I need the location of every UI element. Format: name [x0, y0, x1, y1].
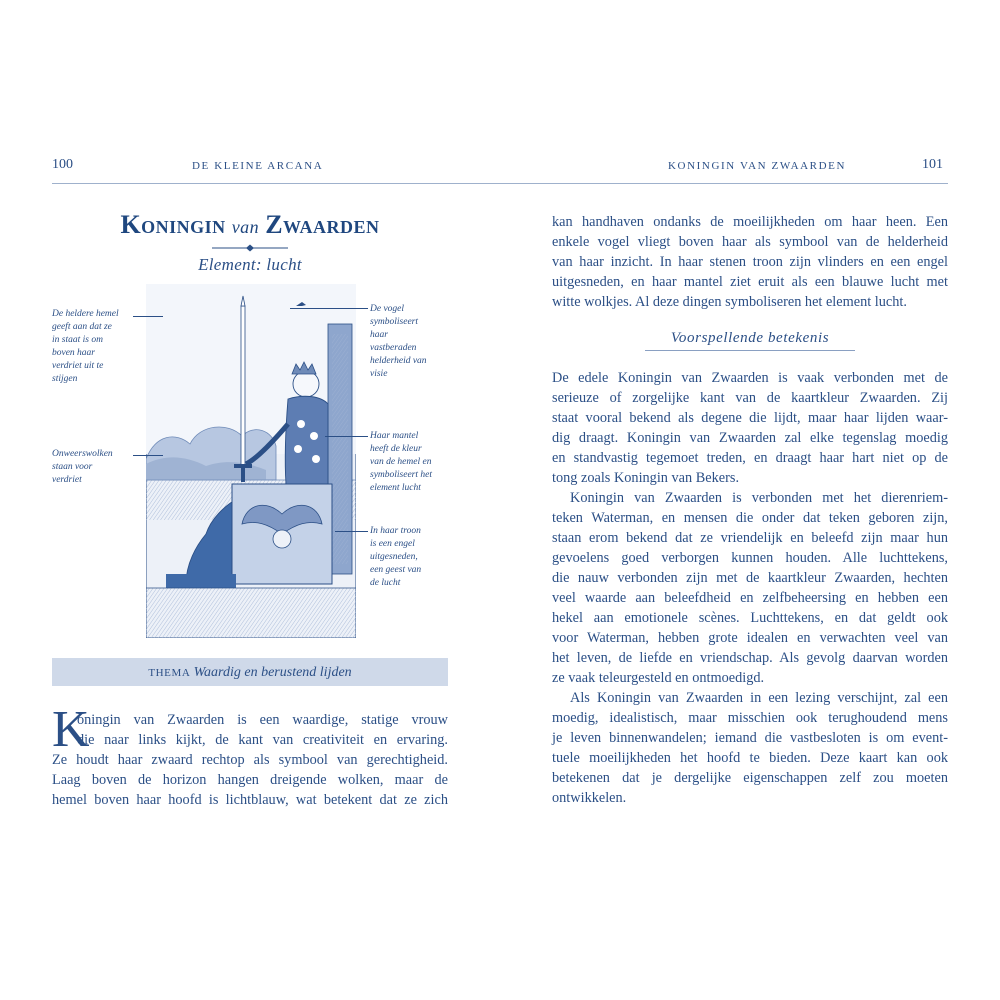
annotation-line: De heldere hemel [52, 309, 119, 319]
annotation-line: vastberaden [370, 343, 417, 353]
annotation-line: uitgesneden, [370, 552, 418, 562]
annotation-storm-clouds [52, 448, 132, 487]
header-rule [52, 183, 948, 184]
body-line: je leven binnenwandelen; iemand die vastbesloten is om event- [552, 730, 948, 746]
annotation-throne-angel [370, 525, 450, 590]
annotation-line: boven haar [52, 348, 96, 358]
body-line: tong zoals Koningin van Bekers. [552, 470, 740, 486]
right-paragraph-3 [552, 688, 948, 808]
annotation-line: Haar mantel [370, 431, 419, 441]
annotation-bird [370, 303, 450, 381]
section-subheading: Voorspellende betekenis [670, 330, 830, 346]
annotation-line: in staat is om [52, 335, 103, 345]
element-line: Element: lucht [198, 255, 302, 274]
body-line: teken Waterman, en mensen die onder dat teken geboren zijn, [552, 510, 948, 526]
leader-line-throne-angel [335, 531, 368, 532]
body-line: witte wolkjes. Al deze dingen symboliseren het element lucht. [552, 294, 907, 310]
title-ornament [212, 244, 288, 252]
body-line: gevoelens goed verborgen kunnen houden. Alle luchttekens, [552, 550, 948, 566]
body-line: De edele Koningin van Zwaarden is vaak verbonden met de [552, 370, 948, 386]
annotation-line: element lucht [370, 483, 421, 493]
body-line: van haar inzicht. In haar stenen troon zijn vlinders en een engel [552, 254, 948, 270]
annotation-line: symboliseert het [370, 470, 433, 480]
card-title [52, 210, 448, 240]
tarot-card-illustration [146, 284, 356, 638]
body-line: hekel aan emotionele scènes. Luchttekens, en dat geldt ook [552, 610, 948, 626]
right-paragraph-2 [552, 488, 948, 688]
body-line: die naar links kijkt, de kant van creativiteit en ervaring. [77, 732, 448, 748]
body-line: dig draagt. Koningin van Zwaarden zal elke tegenslag moedig [552, 430, 948, 446]
annotation-line: verdriet [52, 475, 82, 485]
leader-line-clear-sky [133, 316, 163, 317]
body-line: staan erom bekend dat ze vriendelijk en beleefd zijn maar hun [552, 530, 948, 546]
body-line: voor Waterman, hebben grote idealen en verwachten veel van [552, 630, 948, 646]
annotation-line: van de hemel en [370, 457, 432, 467]
annotation-line: De vogel [370, 304, 405, 314]
leader-line-bird [290, 308, 368, 309]
body-line: oningin van Zwaarden is een waardige, statige vrouw [77, 712, 448, 728]
body-line: hemel boven haar hoofd is lichtblauw, wat betekent dat ze zich [52, 792, 448, 808]
body-line: Koningin van Zwaarden is verbonden met het dierenriem- [570, 490, 948, 506]
body-line: enkele vogel vliegt boven haar als symbool van de helderheid [552, 234, 948, 250]
leader-line-storm-clouds [133, 455, 163, 456]
body-line: betekenen dat je dergelijke eigenschappen zelf zou moeten [552, 770, 948, 786]
annotation-clear-sky [52, 308, 132, 386]
right-running-head: KONINGIN VAN ZWAARDEN [668, 160, 847, 172]
annotation-line: stijgen [52, 374, 78, 384]
annotation-line: Onweerswolken [52, 449, 113, 459]
thema-label: THEMA [148, 667, 191, 679]
body-line: moedig, idealistisch, maar misschien ook terughoudend mens [552, 710, 948, 726]
annotation-line: In haar troon [370, 526, 421, 536]
annotation-line: helderheid van [370, 356, 427, 366]
left-page-number: 100 [52, 157, 73, 172]
annotation-mantle [370, 430, 450, 495]
leader-line-mantle [325, 436, 368, 437]
annotation-line: haar [370, 330, 388, 340]
body-line: veel waarde aan beleefdheid en zelfbeheersing en hebben een [552, 590, 948, 606]
right-intro-paragraph [552, 212, 948, 312]
body-line: Laag boven de horizon hangen dreigende wolken, maar de [52, 772, 448, 788]
title-connector: van [231, 217, 260, 237]
right-page-number: 101 [922, 157, 943, 172]
body-line: uitgesneden, en haar mantel ziet eruit als een blauwe lucht met [552, 274, 948, 290]
annotation-line: visie [370, 369, 388, 379]
body-line: en standvastig tegemoet treden, en draagt haar hart niet op de [552, 450, 948, 466]
left-running-head: DE KLEINE ARCANA [192, 160, 324, 172]
subheading-rule [645, 350, 855, 351]
body-line: ontwikkelen. [552, 790, 627, 806]
annotation-line: geeft aan dat ze [52, 322, 112, 332]
body-line: ze vaak teleurgesteld en ontmoedigd. [552, 670, 765, 686]
right-paragraph-1 [552, 368, 948, 488]
left-body-text [52, 710, 448, 810]
body-line: Ze houdt haar zwaard rechtop als symbool van gerechtigheid. [52, 752, 448, 768]
annotation-line: een geest van [370, 565, 422, 575]
thema-value: Waardig en berustend lijden [193, 665, 352, 680]
annotation-line: staan voor [52, 462, 93, 472]
annotation-line: symboliseert [370, 317, 419, 327]
body-line: het leven, de liefde en vriendschap. Als gevolg daarvan worden [552, 650, 948, 666]
body-line: serieuze of zorgelijke kant van de kaartkleur Zwaarden. Zij [552, 390, 948, 406]
body-line: staat vooral bekend als degene die lijdt, maar haar lijden waar- [552, 410, 948, 426]
annotation-line: verdriet uit te [52, 361, 104, 371]
body-line: tuele moeilijkheden het hoofd te bieden. Deze kaart kan ook [552, 750, 948, 766]
drop-cap: K [52, 701, 90, 758]
body-line: Als Koningin van Zwaarden in een lezing verschijnt, zal een [570, 690, 948, 706]
title-part1: Koningin [120, 210, 226, 239]
annotation-line: is een engel [370, 539, 415, 549]
thema-band [52, 658, 448, 686]
body-line: kan handhaven ondanks de moeilijkheden om haar heen. Een [552, 214, 948, 230]
annotation-line: de lucht [370, 578, 401, 588]
annotation-line: heeft de kleur [370, 444, 422, 454]
title-part2: Zwaarden [265, 210, 380, 239]
body-line: die nauw verbonden zijn met de kaartkleur Zwaarden, hechten [552, 570, 948, 586]
